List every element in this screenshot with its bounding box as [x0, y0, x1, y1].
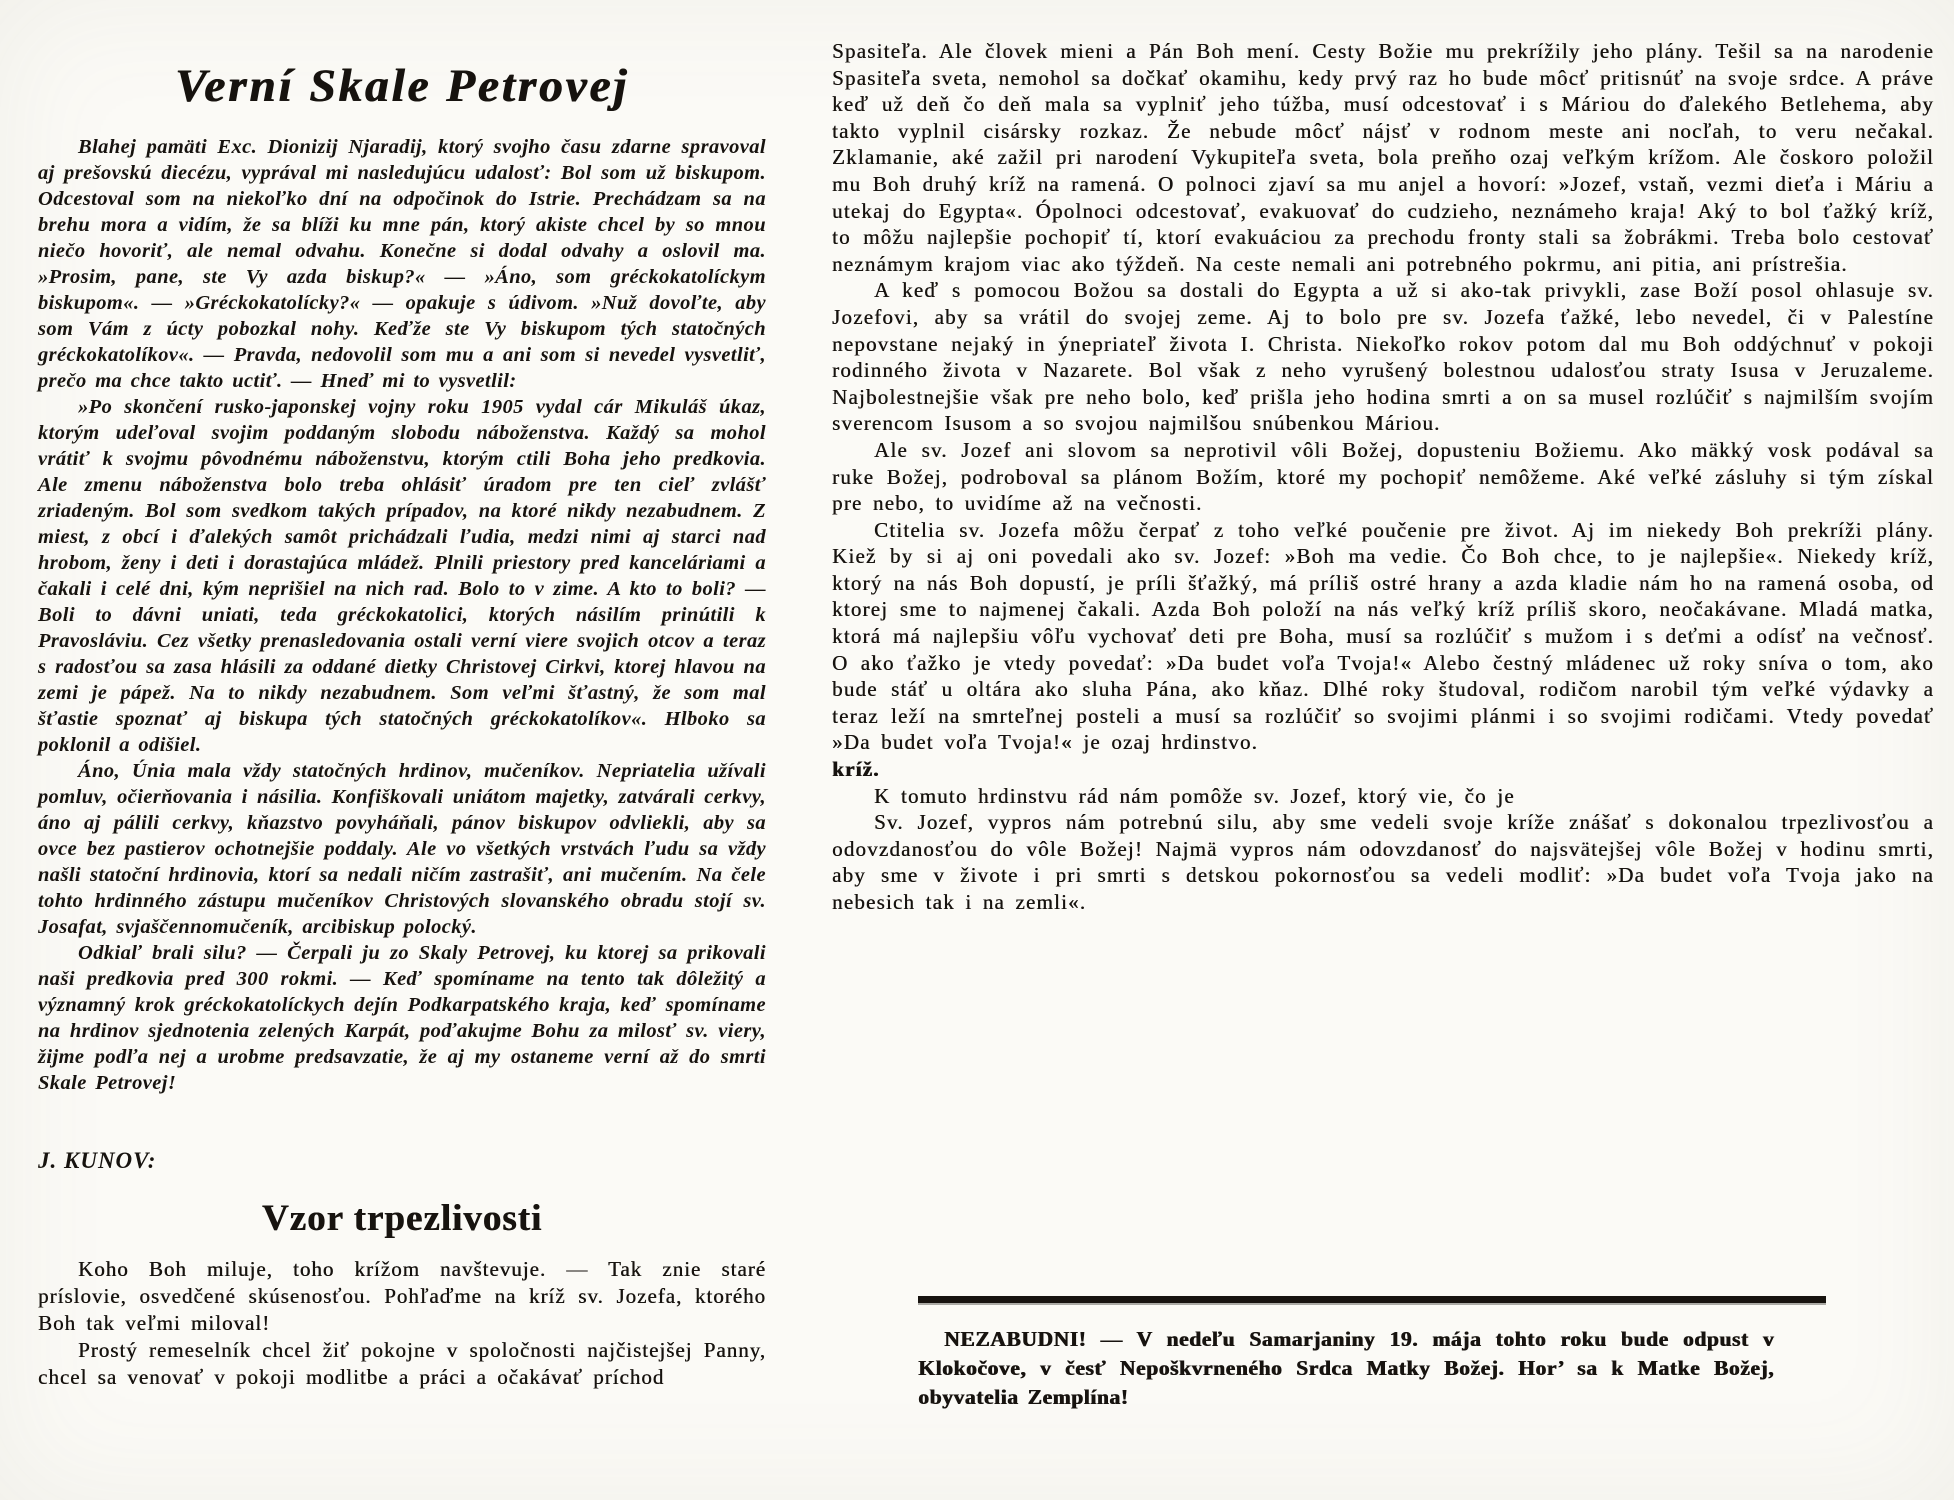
separator-rule [918, 1296, 1826, 1303]
right-column [832, 38, 1934, 916]
author-byline: J. KUNOV: [38, 1148, 157, 1173]
paragraph: Prostý remeselník chcel žiť pokojne v spoločnosti najčistejšej Panny, chcel sa venovať v pokoji modlitbe a práci a očakávať príchod [38, 1338, 766, 1389]
article-left-body [38, 134, 766, 1096]
paragraph: Ale sv. Jozef ani slovom sa neprotivil vôli Božej, dopusteniu Božiemu. Ako mäkký vosk podával sa ruke Božej, podroboval sa plánom Božím, ktoré my pochopiť nemôžeme. Aké veľké zásluhy si tým získal pre nebo, to uvidíme až na večnosti. [832, 437, 1934, 516]
paragraph: Sv. Jozef, vypros nám potrebnú silu, aby sme vedeli svoje kríže znášať s dokonalou trpezlivosťou a odovzdanosťou do vôle Božej! Najmä vypros nám odovzdanosť do najsvätejšej vôle Božej v hodinu smrti, aby sme v živote i pri smrti s detskou pokornosťou sa vedeli modliť: »Da budet voľa Tvoja jako na nebesich tak i na zemli«. [832, 810, 1934, 914]
paragraph: »Po skončení rusko-japonskej vojny roku 1905 vydal cár Mikuláš úkaz, ktorým udeľoval svojim poddaným slobodu náboženstva. Každý sa mohol vrátiť k svojmu pôvodnému náboženstvu, ktorým ctili Boha jeho predkovia. Ale zmenu náboženstva bolo treba ohlásiť úradom pre ten cieľ zvlášť zriadeným. Bol som svedkom takých prípadov, na ktoré nikdy nezabudnem. Z miest, z obcí i ďalekých samôt prichádzali ľudia, medzi nimi aj starci nad hrobom, ženy i deti i dorastajúca mládež. Plnili priestory pred kanceláriami a čakali i celé dni, kým neprišiel na nich rad. Bolo to v zime. A kto to boli? — Boli to dávni uniati, teda gréckokatolici, ktorých násilím prinútili k Pravosláviu. Cez všetky prenasledovania ostali verní viere svojich otcov a teraz s radosťou sa zasa hlásili za oddané dietky Christovej Cirkvi, ktorej hlavou na zemi je pápež. Na to nikdy nezabudnem. Som veľmi šťastný, že som mal šťastie spoznať aj biskupa tých statočných gréckokatolíkov«. Hlboko sa poklonil a odišiel. [38, 396, 766, 756]
article-title: Verní Skale Petrovej [174, 60, 630, 112]
second-article-title: Vzor trpezlivosti [261, 1198, 543, 1239]
paragraph-continuation: Spasiteľa. Ale človek mieni a Pán Boh mení. Cesty Božie mu prekrížily jeho plány. Tešil sa na narodenie Spasiteľa sveta, nemohol sa dočkať okamihu, kedy prvý raz ho bude môcť pritisnúť na svoje srdce. A práve keď už deň čo deň mala sa vyplniť jeho túžba, musí odcestovať i s Máriou do ďalekého Betlehema, aby takto vyplnil cisársky rozkaz. Že nebude môcť nájsť v rodnom meste ani nocľah, to veru nečakal. Zklamanie, aké zažil pri narodení Vykupiteľa sveta, bola preňho ozaj veľkým krížom. Ale čoskoro položil mu Boh druhý kríž na ramená. O polnoci zjaví sa mu anjel a hovorí: »Jozef, vstaň, vezmi dieťa i Máriu a utekaj do Egypta«. Ópolnoci odcestovať, evakuovať do cudzieho, neznámeho kraja! Aký to bol ťažký kríž, to môžu najlepšie pochopiť tí, ktorí evakuáciou za prechodu fronty stali sa žobrákmi. Treba bolo cestovať neznámym krajom viac ako týždeň. Na ceste nemali ani potrebného pokrmu, ani pitia, ani prístrešia. [832, 39, 1934, 276]
paragraph: Áno, Únia mala vždy statočných hrdinov, mučeníkov. Nepriatelia užívali pomluv, očierňovania i násilia. Konfiškovali uniátom majetky, zatvárali cerkvy, áno aj pálili cerkvy, kňazstvo povyháňali, pánov biskupov odvliekli, aby sa ovce bez pastierov ochotnejšie poddaly. Ale vo všetkých vrstvách ľudu sa vždy našli statoční hrdinovia, ktorí sa nedali ničím zastrašiť, ani mučením. Na čele tohto hrdinného zástupu mučeníkov Christových slovanského obradu stojí sv. Josafat, svjaščennomučeník, arcibiskup polocký. [38, 760, 766, 938]
announcement-text: NEZABUDNI! — V nedeľu Samarjaniny 19. mája tohto roku bude odpust v Klokočove, v česť Nepoškvrneného Srdca Matky Božej. Hor’ sa k Matke Božej, obyvatelia Zemplína! [918, 1327, 1774, 1409]
second-article-body [38, 1256, 766, 1391]
left-column [38, 60, 766, 1391]
paragraph: Ctitelia sv. Jozefa môžu čerpať z toho veľké poučenie pre život. Aj im niekedy Boh prekríži plány. Kiež by si aj oni povedali ako sv. Jozef: »Boh ma vedie. Čo Boh chce, to je najlepšie«. Niekedy kríž, ktorý na nás Boh dopustí, je príli šťažký, má príliš ostré hrany a azda kladie nám ho na ramená osoba, od ktorej sme to najmenej čakali. Azda Boh položí na nás veľký kríž príliš skoro, neočakávane. Mladá matka, ktorá má najlepšiu vôľu vychovať deti pre Boha, musí sa rozlúčiť s mužom i s deťmi a odísť na večnosť. O ako ťažko je vtedy povedať: »Da budet voľa Tvoja!« Alebo čestný mládenec už roky sníva o tom, ako bude stáť u oltára ako sluha Pána, ako kňaz. Dlhé roky študoval, rodičom narobil tým veľké výdavky a teraz leží na smrteľnej posteli a musí sa rozlúčiť so svojimi plánmi i so svojimi rodičami. Vtedy povedať »Da budet voľa Tvoja!« je ozaj hrdinstvo. [832, 517, 1934, 755]
paragraph: Koho Boh miluje, toho krížom navštevuje. — Tak znie staré príslovie, osvedčené skúsenosťou. Pohľaďme na kríž sv. Jozefa, ktorého Boh tak veľmi miloval! [38, 1257, 766, 1335]
paragraph: A keď s pomocou Božou sa dostali do Egypta a už si ako-tak privykli, zase Boží posol ohlasuje sv. Jozefovi, aby sa vrátil do svojej zeme. Aj to bolo pre sv. Jozefa ťažké, lebo nevedel, či v Palestíne nepovstane nejaký in ýnepriateľ života I. Christa. Niekoľko rokov potom dal mu Boh oddýchnuť v pokoji rodinného života v Nazarete. Bol však z neho vyrušený bolestnou udalosťou straty Isusa v Jeruzaleme. Najbolestnejšie však pre neho bolo, keď prišla jeho hodina smrti a on sa musel rozlúčiť s najmilším svojím sverencom Isusom a so svojou najmilšou snúbenkou Máriou. [832, 278, 1934, 436]
announcement-block [918, 1296, 1828, 1412]
misplaced-line: kríž. [832, 757, 880, 782]
paragraph: K tomuto hrdinstvu rád nám pomôže sv. Jozef, ktorý vie, čo je [874, 783, 1515, 808]
paragraph: Blahej pamäti Exc. Dionizij Njaradij, ktorý svojho času zdarne spravoval aj prešovskú diecézu, vyprával mi nasledujúcu udalosť: Bol som už biskupom. Odcestoval som na niekoľko dní na odpočinok do Istrie. Prechádzam sa na brehu mora a vidím, že sa blíži ku mne pán, ktorý akiste chcel by so mnou niečo hovoriť, ale nemal odvahu. Konečne si dodal odvahy a oslovil ma. »Prosim, pane, ste Vy azda biskup?« — »Áno, som gréckokatolíckym biskupom«. — »Gréckokatolícky?« — opakuje s údivom. »Nuž dovoľte, aby som Vám z úcty pobozkal nohy. Keďže ste Vy biskupom tých statočných gréckokatolíkov«. — Pravda, nedovolil som mu a ani som si nevedel vysvetliť, prečo ma chce takto uctiť. — Hneď mi to vysvetlil: [38, 136, 766, 392]
paragraph: Odkiaľ brali silu? — Čerpali ju zo Skaly Petrovej, ku ktorej sa prikovali naši predkovia pred 300 rokmi. — Keď spomíname na tento tak dôležitý a významný krok gréckokatolíckych dejín Podkarpatského kraja, keď spomíname na hrdinov sjednotenia zelených Karpát, poďakujme Bohu za milosť sv. viery, žijme podľa nej a urobme predsavzatie, že aj my ostaneme verní až do smrti Skale Petrovej! [38, 942, 766, 1094]
